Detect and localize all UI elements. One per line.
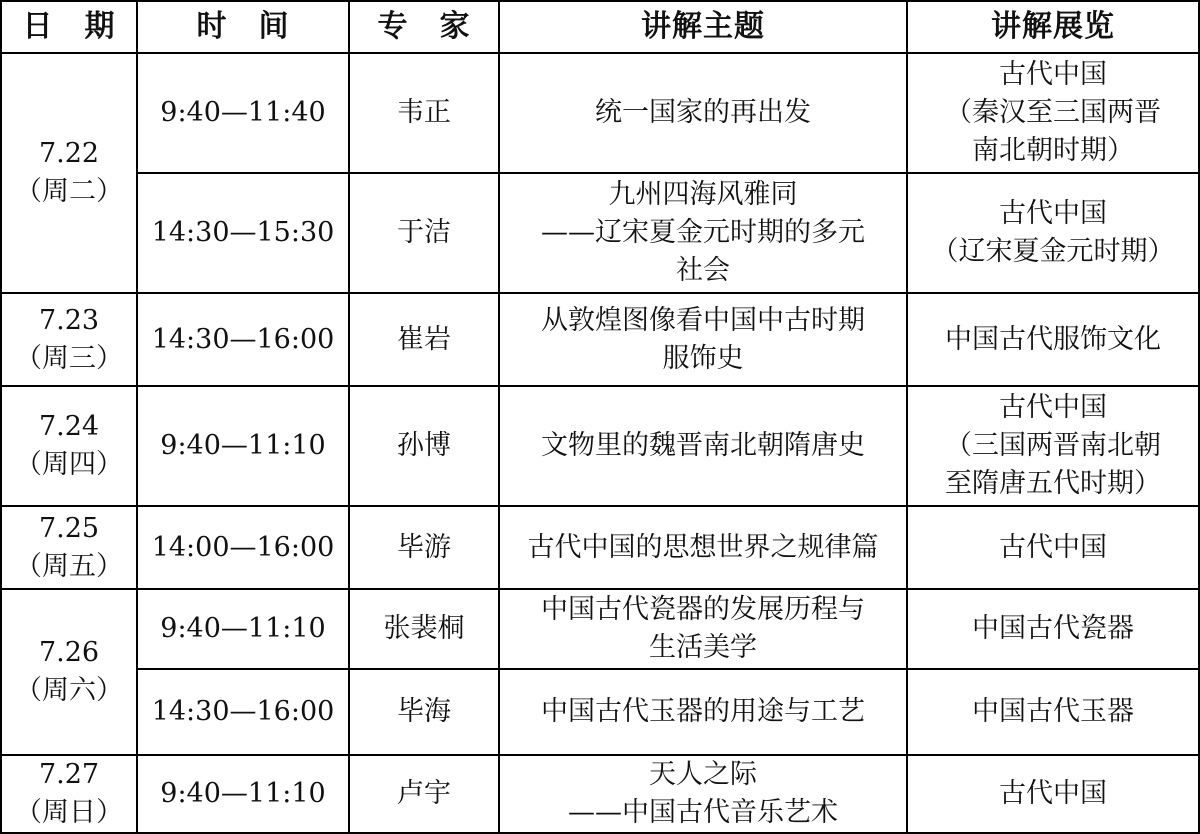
date-cell: 7.26 （周六） [1, 589, 137, 755]
time-cell: 14:30—16:00 [137, 669, 349, 755]
exhibition-cell: 中国古代服饰文化 [907, 293, 1199, 386]
expert-cell: 毕海 [349, 669, 499, 755]
time-cell: 9:40—11:10 [137, 755, 349, 833]
topic-cell: 古代中国的思想世界之规律篇 [499, 506, 907, 589]
header-row [1, 1, 1199, 53]
header-time: 时 间 [137, 1, 349, 53]
table-row [1, 755, 1199, 833]
table-row [1, 173, 1199, 293]
expert-cell: 毕游 [349, 506, 499, 589]
topic-cell: 九州四海风雅同 ——辽宋夏金元时期的多元 社会 [499, 173, 907, 293]
time-cell: 9:40—11:40 [137, 53, 349, 173]
expert-cell: 于洁 [349, 173, 499, 293]
header-exhibition: 讲解展览 [907, 1, 1199, 53]
table-row [1, 293, 1199, 386]
expert-cell: 孙博 [349, 386, 499, 506]
date-cell: 7.22 （周二） [1, 53, 137, 293]
expert-cell: 张裴桐 [349, 589, 499, 669]
expert-cell: 崔岩 [349, 293, 499, 386]
time-cell: 14:30—16:00 [137, 293, 349, 386]
time-cell: 9:40—11:10 [137, 386, 349, 506]
table-row [1, 669, 1199, 755]
header-topic: 讲解主题 [499, 1, 907, 53]
time-cell: 9:40—11:10 [137, 589, 349, 669]
exhibition-cell: 中国古代玉器 [907, 669, 1199, 755]
date-cell: 7.25 （周五） [1, 506, 137, 589]
topic-cell: 中国古代玉器的用途与工艺 [499, 669, 907, 755]
exhibition-cell: 古代中国 （秦汉至三国两晋 南北朝时期） [907, 53, 1199, 173]
exhibition-cell: 古代中国 [907, 506, 1199, 589]
exhibition-cell: 古代中国 [907, 755, 1199, 833]
table-row [1, 506, 1199, 589]
exhibition-cell: 古代中国 （辽宋夏金元时期） [907, 173, 1199, 293]
topic-cell: 中国古代瓷器的发展历程与 生活美学 [499, 589, 907, 669]
time-cell: 14:30—15:30 [137, 173, 349, 293]
time-cell: 14:00—16:00 [137, 506, 349, 589]
date-cell: 7.27 （周日） [1, 755, 137, 833]
table-row [1, 386, 1199, 506]
header-expert: 专 家 [349, 1, 499, 53]
expert-cell: 卢宇 [349, 755, 499, 833]
date-cell: 7.23 （周三） [1, 293, 137, 386]
topic-cell: 天人之际 ——中国古代音乐艺术 [499, 755, 907, 833]
date-cell: 7.24 （周四） [1, 386, 137, 506]
exhibition-cell: 古代中国 （三国两晋南北朝 至隋唐五代时期） [907, 386, 1199, 506]
table-row [1, 53, 1199, 173]
topic-cell: 文物里的魏晋南北朝隋唐史 [499, 386, 907, 506]
table-row [1, 589, 1199, 669]
exhibition-cell: 中国古代瓷器 [907, 589, 1199, 669]
topic-cell: 统一国家的再出发 [499, 53, 907, 173]
topic-cell: 从敦煌图像看中国中古时期 服饰史 [499, 293, 907, 386]
expert-cell: 韦正 [349, 53, 499, 173]
header-date: 日 期 [1, 1, 137, 53]
